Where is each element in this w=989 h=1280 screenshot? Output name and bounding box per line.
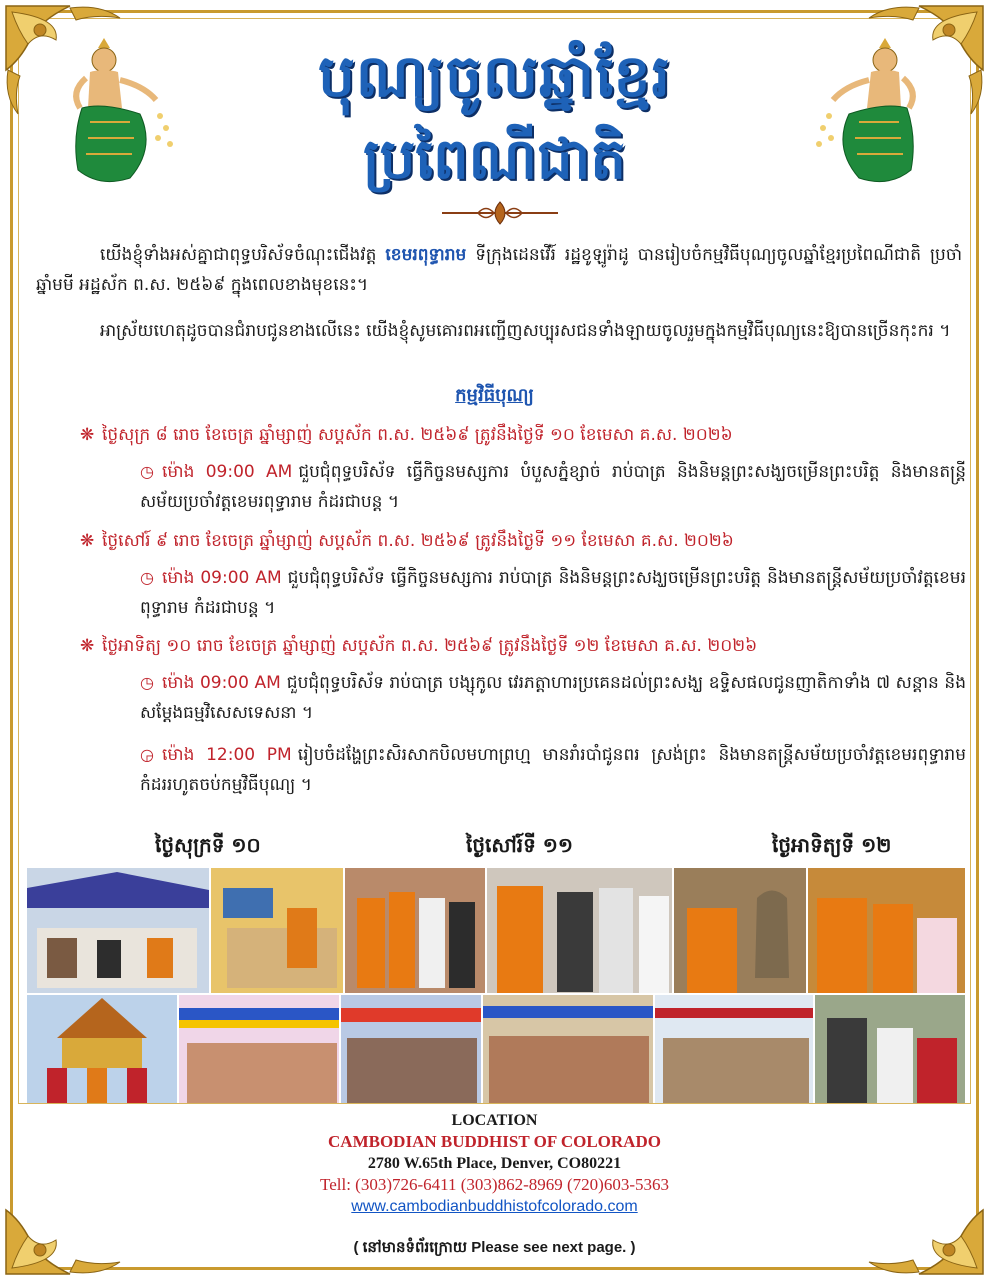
day-heading (80, 424, 733, 449)
flower-bullet-icon: ❋ (80, 636, 95, 656)
photo-altar-room (211, 868, 343, 993)
photo-elders-blessing (815, 995, 965, 1103)
organization-name: CAMBODIAN BUDDHIST OF COLORADO (328, 1132, 661, 1151)
event-text: ជួបជុំពុទ្ធបរិស័ទ ធ្វើកិច្ចនមស្សការ បំបួសភ្នំខ្សាច់ រាប់បាត្រ និងនិមន្តព្រះសង្ឃចម្រើនព្រះបរិត្ត និងមានតន្ត្រីសម័យប្រចាំវត្តខេមរពុទ្ធារាម កំដរជាបន្ត ។ (140, 462, 966, 512)
event-item (140, 740, 966, 800)
clock-icon: ◷ (140, 568, 154, 587)
invitation-paragraph: អាស្រ័យហេតុដូចបានជំរាបជូនខាងលើនេះ យើងខ្ញុំសូមគោរពអញ្ជើញសប្បុរសជនទាំងឡាយចូលរួមក្នុងកម្មវិធីបុណ្យនេះឱ្យបានច្រើនកុះករ ។ (100, 321, 951, 341)
photo-gathering (483, 995, 653, 1103)
photo-label-saturday: ថ្ងៃសៅរ៍ទី ១១ (466, 833, 574, 857)
clock-icon: ◷ (140, 462, 154, 481)
clock-icon: ◶ (140, 745, 154, 764)
day-heading (80, 635, 757, 660)
photo-pavilion-dance (27, 995, 177, 1103)
program-heading: កម្មវិធីបុណ្យ (455, 385, 534, 406)
photo-collage (27, 868, 965, 1103)
website-link[interactable]: www.cambodianbuddhistofcolorado.com (351, 1198, 638, 1215)
photo-alms-giving (487, 868, 672, 993)
intro-text-end: ទីក្រុងដេនវើរ៍ រដ្ឋខូឡូរ៉ាដូ បានរៀបចំកម្មវិធីបុណ្យចូលឆ្នាំខ្មែរប្រពៃណីជាតិ ប្រចាំឆ្នាំមមី អដ្ឋស័ក ព.ស. ២៥៦៩ ក្នុងពេលខាងមុខនេះ។ (36, 245, 963, 295)
event-time: ម៉ោង 09:00 AM (162, 673, 281, 693)
photo-buddha-statue-bathing (674, 868, 806, 993)
day-date: ថ្ងៃសុក្រ ៨ រោច ខែចេត្រ ឆ្នាំម្សាញ់ សប្តស័ក ព.ស. ២៥៦៩ ត្រូវនឹងថ្ងៃទី ១០ ខែមេសា គ.ស. ២០២៦ (102, 425, 733, 445)
photo-monks-blessing (345, 868, 485, 993)
photo-label-sunday: ថ្ងៃអាទិត្យទី ១២ (772, 833, 892, 857)
flower-bullet-icon: ❋ (80, 425, 95, 445)
day-date: ថ្ងៃអាទិត្យ ១០ រោច ខែចេត្រ ឆ្នាំម្សាញ់ សប្តស័ក ព.ស. ២៥៦៩ ត្រូវនឹងថ្ងៃទី ១២ ខែមេសា គ.ស. ២០២៦ (102, 636, 758, 656)
event-time: ម៉ោង 12:00 PM (162, 745, 292, 765)
day-heading (80, 530, 734, 555)
location-heading: LOCATION (451, 1112, 538, 1129)
day-date: ថ្ងៃសៅរ៍ ៩ រោច ខែចេត្រ ឆ្នាំម្សាញ់ សប្តស័ក ព.ស. ២៥៦៩ ត្រូវនឹងថ្ងៃទី ១១ ខែមេសា គ.ស. ២០២៦ (102, 531, 734, 551)
photo-procession (341, 995, 481, 1103)
event-item (140, 563, 966, 623)
intro-paragraph (36, 240, 962, 300)
page-title: បុណ្យចូលឆ្នាំខ្មែរ (318, 42, 671, 110)
flower-bullet-icon: ❋ (80, 531, 95, 551)
event-item (140, 668, 966, 728)
event-text: ជួបជុំពុទ្ធបរិស័ទ រាប់បាត្រ បង្សុកូល វេរភត្តាហារប្រគេនដល់ព្រះសង្ឃ ឧទ្ទិសផលជូនញាតិកាទាំង ៧ សន្តាន និង សម្តែងធម្មវិសេសទេសនា ។ (140, 673, 966, 723)
phone-numbers: Tell: (303)726-6411 (303)862-8969 (720)603-5363 (320, 1175, 669, 1194)
event-item (140, 457, 966, 517)
event-time: ម៉ោង 09:00 AM (162, 568, 282, 588)
photo-tent-ceremony (27, 868, 209, 993)
page-subtitle: ប្រពៃណីជាតិ (363, 126, 626, 192)
clock-icon: ◷ (140, 673, 154, 692)
event-text: ជួបជុំពុទ្ធបរិស័ទ ធ្វើកិច្ចនមស្សការ រាប់បាត្រ និងនិមន្តព្រះសង្ឃចម្រើនព្រះបរិត្ត និងមានតន្ត្រីសម័យប្រចាំវត្តខេមរពុទ្ធារាម កំដរជាបន្ត ។ (140, 568, 966, 618)
photo-label-friday: ថ្ងៃសុក្រទី ១០ (155, 833, 261, 857)
photo-temple-yard (655, 995, 813, 1103)
photo-crowd-flags (179, 995, 339, 1103)
event-text: រៀបចំដង្ហែព្រះសិរសាកបិលមហាព្រហ្ម មានរាំរបាំជូនពរ ស្រង់ព្រះ និងមានតន្ត្រីសម័យប្រចាំវត្តខេមរពុទ្ធារាម កំដររហូតចប់កម្មវិធីបុណ្យ ។ (140, 745, 967, 795)
ornament-divider-icon (438, 198, 562, 228)
address: 2780 W.65th Place, Denver, CO80221 (367, 1155, 622, 1172)
next-page-note: ( នៅមានទំព័រក្រោយ Please see next page. ) (353, 1239, 636, 1256)
temple-name: ខេមរពុទ្ធារាម (385, 245, 467, 265)
intro-text-start: យើងខ្ញុំទាំងអស់គ្នាជាពុទ្ធបរិស័ទចំណុះជើងវត្ត (100, 245, 377, 265)
event-time: ម៉ោង 09:00 AM (162, 462, 293, 482)
photo-pouring-water (808, 868, 965, 993)
